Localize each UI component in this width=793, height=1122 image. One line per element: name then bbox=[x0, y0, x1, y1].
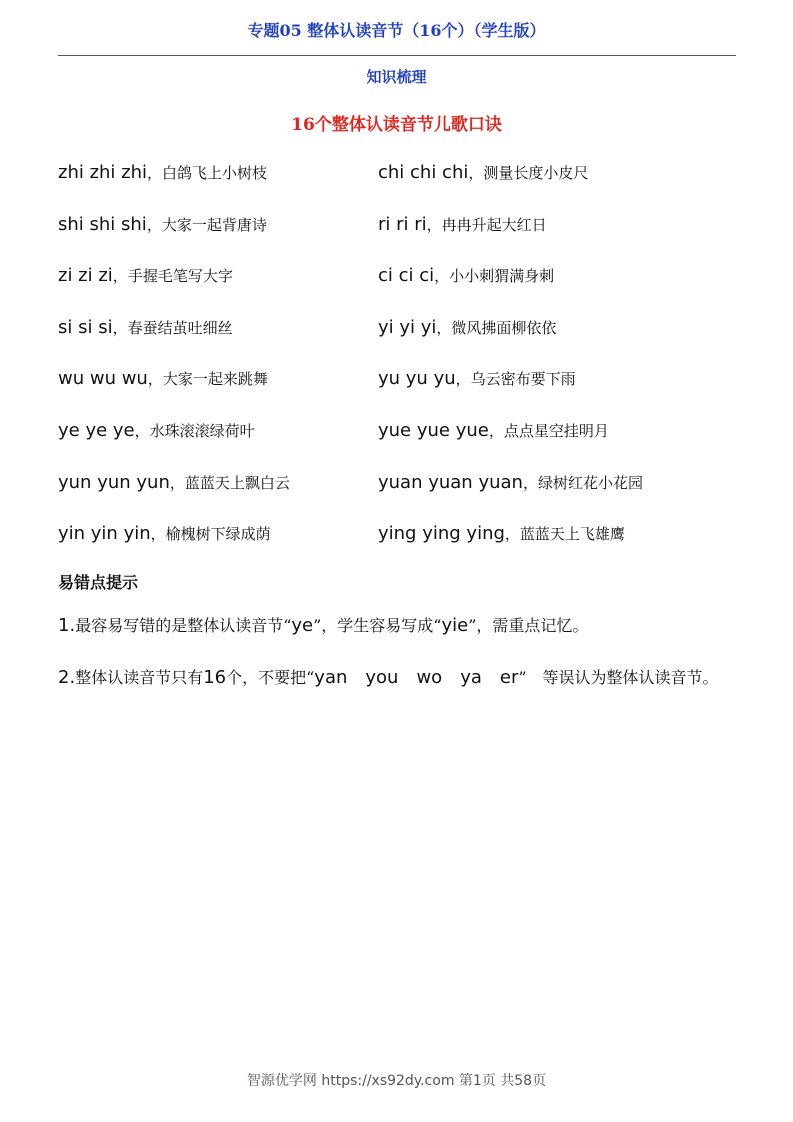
verse-item bbox=[378, 368, 576, 390]
verse-pinyin: yun yun yun bbox=[58, 472, 170, 493]
verse-pinyin: yu yu yu bbox=[378, 368, 456, 389]
verse-item bbox=[58, 214, 267, 236]
verse-pinyin: yuan yuan yuan bbox=[378, 472, 523, 493]
verse-pinyin: ci ci ci bbox=[378, 265, 435, 286]
verse-separator: ， bbox=[426, 216, 442, 234]
verse-pinyin: yin yin yin bbox=[58, 523, 151, 544]
verse-separator: ， bbox=[522, 474, 538, 492]
verse-separator: ， bbox=[434, 267, 450, 285]
verse-pinyin: si si si bbox=[58, 317, 113, 338]
verse-line: 蓝蓝天上飞雄鹰 bbox=[519, 525, 625, 543]
verse-item bbox=[58, 317, 233, 339]
tip-1-text-b: ”，学生容易写成“ bbox=[313, 616, 442, 635]
verse-item bbox=[378, 265, 554, 287]
verse-line: 绿树红花小花园 bbox=[537, 474, 643, 492]
tip-2-text-a: 整体认读音节只有 bbox=[75, 668, 204, 687]
verse-item bbox=[378, 317, 556, 339]
tip-1 bbox=[58, 602, 738, 650]
verse-line: 乌云密布要下雨 bbox=[470, 370, 576, 388]
verse-separator: ， bbox=[169, 474, 185, 492]
verse-pinyin: yi yi yi bbox=[378, 317, 437, 338]
verse-line: 大家一起背唐诗 bbox=[161, 216, 267, 234]
verse-separator: ， bbox=[112, 319, 128, 337]
verse-separator: ， bbox=[468, 164, 484, 182]
rhyme-title: 16个整体认读音节儿歌口诀 bbox=[291, 115, 502, 135]
verse-item bbox=[378, 420, 609, 442]
verse-line: 蓝蓝天上飘白云 bbox=[184, 474, 290, 492]
verse-separator: ， bbox=[455, 370, 471, 388]
tip-1-text-c: ”，需重点记忆。 bbox=[468, 616, 589, 635]
verse-line: 春蚕结茧吐细丝 bbox=[127, 319, 233, 337]
verse-line: 白鸽飞上小树枝 bbox=[162, 164, 268, 182]
verse-pinyin: zi zi zi bbox=[58, 265, 113, 286]
verse-item bbox=[378, 214, 547, 236]
verse-pinyin: chi chi chi bbox=[378, 162, 469, 183]
verse-separator: ， bbox=[134, 422, 150, 440]
verse-pinyin: zhi zhi zhi bbox=[58, 162, 148, 183]
verse-pinyin: yue yue yue bbox=[378, 420, 489, 441]
verse-pinyin: ying ying ying bbox=[378, 523, 505, 544]
verse-line: 小小刺猬满身刺 bbox=[449, 267, 555, 285]
verse-line: 大家一起来跳舞 bbox=[162, 370, 268, 388]
verse-pinyin: ye ye ye bbox=[58, 420, 135, 441]
page-footer: 智源优学网 https://xs92dy.com 第1页 共58页 bbox=[246, 1073, 547, 1089]
verse-item bbox=[58, 368, 268, 390]
verse-separator: ， bbox=[147, 164, 163, 182]
verse-item bbox=[378, 523, 625, 545]
verse-pinyin: shi shi shi bbox=[58, 214, 147, 235]
verse-item bbox=[58, 162, 267, 184]
verse-pinyin: ri ri ri bbox=[378, 214, 427, 235]
document-header-title: 专题05 整体认读音节（16个）（学生版） bbox=[247, 21, 546, 40]
verse-separator: ， bbox=[112, 267, 128, 285]
verse-separator: ， bbox=[146, 216, 162, 234]
verse-item bbox=[378, 472, 643, 494]
tip-2-text-c: ” 等误认为整体认读音节。 bbox=[518, 668, 719, 687]
header-divider bbox=[58, 55, 736, 56]
tip-2-count: 16 bbox=[203, 667, 227, 688]
verse-separator: ， bbox=[504, 525, 520, 543]
verse-line: 水珠滚滚绿荷叶 bbox=[149, 422, 255, 440]
verse-item bbox=[58, 265, 233, 287]
tip-1-text-a: 最容易写错的是整体认读音节“ bbox=[75, 616, 292, 635]
verse-line: 冉冉升起大红日 bbox=[441, 216, 547, 234]
verse-line: 手握毛笔写大字 bbox=[127, 267, 233, 285]
verse-separator: ， bbox=[488, 422, 504, 440]
verse-separator: ， bbox=[150, 525, 166, 543]
verse-item bbox=[378, 162, 588, 184]
verse-line: 点点星空挂明月 bbox=[503, 422, 609, 440]
tip-1-word-ye: ye bbox=[291, 615, 314, 636]
verse-separator: ， bbox=[436, 319, 452, 337]
verse-line: 微风拂面柳依依 bbox=[451, 319, 557, 337]
tip-2-text-b: 个，不要把“ bbox=[226, 668, 315, 687]
verse-line: 测量长度小皮尺 bbox=[483, 164, 589, 182]
tip-1-number: 1. bbox=[58, 615, 76, 636]
tip-2-words: yan you wo ya er bbox=[314, 667, 519, 688]
verse-separator: ， bbox=[147, 370, 163, 388]
verse-item bbox=[58, 523, 271, 545]
verse-item bbox=[58, 472, 290, 494]
section-title: 知识梳理 bbox=[366, 68, 427, 86]
verse-pinyin: wu wu wu bbox=[58, 368, 148, 389]
tip-2-number: 2. bbox=[58, 667, 76, 688]
tip-1-word-yie: yie bbox=[441, 615, 469, 636]
verse-item bbox=[58, 420, 255, 442]
verse-line: 榆槐树下绿成荫 bbox=[165, 525, 271, 543]
tip-2 bbox=[58, 654, 738, 702]
tips-title: 易错点提示 bbox=[58, 573, 139, 592]
